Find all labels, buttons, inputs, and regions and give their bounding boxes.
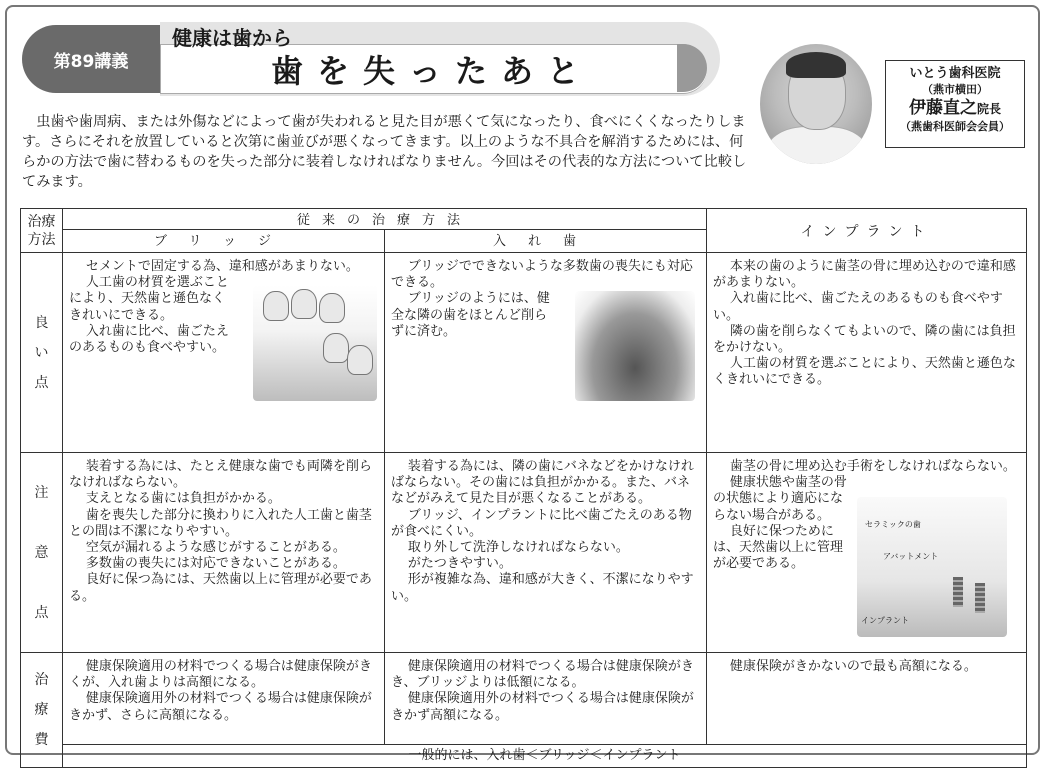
implant-label-ceramic: セラミックの歯 bbox=[865, 520, 921, 529]
cell-text: 隣の歯を削らなくてもよいので、隣の歯には負担をかけない。 bbox=[713, 323, 1016, 356]
cell-text: 良好に保つためには、天然歯以上に管理が必要である。 bbox=[713, 523, 844, 572]
corner-label bbox=[21, 209, 63, 253]
implant-illustration bbox=[857, 497, 1007, 637]
corner-label-2: 方法 bbox=[27, 231, 56, 248]
cell-text: 装着する為には、隣の歯にバネなどをかけなければならない。その歯には負担がかかる。また、バネなどがみえて見た目が悪くなることがある。 bbox=[391, 459, 694, 507]
lecture-number: 第89講義 bbox=[22, 25, 160, 93]
header-bridge: ブリッジ bbox=[63, 230, 385, 253]
cell-text: 歯茎の骨に埋め込む手術をしなければならない。 bbox=[729, 459, 1016, 474]
page-title: 歯を失ったあと bbox=[270, 52, 593, 90]
cell-text: 健康保険適用の材料でつくる場合は健康保険がきき、ブリッジよりは低額になる。 bbox=[391, 659, 694, 691]
implant-label-implant: インプラント bbox=[861, 616, 910, 625]
photo-body bbox=[766, 126, 868, 164]
bridge-tooth bbox=[347, 345, 373, 375]
denture-illustration bbox=[575, 291, 695, 401]
label-char: 治 bbox=[34, 672, 49, 688]
cell-text: ブリッジ、インプラントに比べ歯ごたえのある物が食べにくい。 bbox=[391, 507, 692, 539]
cell-text: 空気が漏れるような感じがすることがある。 bbox=[85, 540, 346, 556]
bridge-tooth bbox=[291, 289, 317, 319]
implant-label-abutment: アバットメント bbox=[883, 552, 939, 561]
cell-text: ブリッジでできないような多数歯の喪失にも対応できる。 bbox=[391, 259, 693, 291]
row-label-caution bbox=[21, 453, 63, 653]
cell-text: 取り外して洗浄しなければならない。 bbox=[407, 540, 629, 556]
implant-screw bbox=[975, 583, 985, 613]
doctor-name-text: 伊藤直之 bbox=[908, 98, 977, 118]
label-char: 療 bbox=[34, 702, 49, 718]
cell-text: 多数歯の喪失には対応できないことがある。 bbox=[85, 556, 346, 572]
cell-text: 歯を喪失した部分に換わりに入れた人工歯と歯茎との間は不潔になりやすい。 bbox=[69, 507, 372, 539]
series-subtitle: 健康は歯から bbox=[172, 26, 292, 50]
denture-good-cell bbox=[385, 253, 707, 453]
cell-text: 健康保険適用の材料でつくる場合は健康保険がきくが、入れ歯よりは高額になる。 bbox=[69, 659, 372, 691]
label-char: 点 bbox=[34, 604, 49, 621]
cell-text: 入れ歯に比べ、歯ごたえのあるものも食べやすい。 bbox=[69, 323, 229, 356]
clinic-name: いとう歯科医院 bbox=[909, 66, 1001, 81]
cell-text: 良好に保つ為には、天然歯以上に管理が必要である。 bbox=[69, 572, 372, 604]
label-char: い bbox=[34, 344, 49, 361]
label-char: 良 bbox=[34, 314, 49, 331]
intro-paragraph: 虫歯や歯周病、または外傷などによって歯が失われると見た目が悪くて気になったり、食べにくくなったりします。さらにそれを放置していると次第に歯並びが悪くなってきます。以上のような不具合を解消するためには、何らかの方法で歯に替わるものを失った部分に装着しなければなりません。今回はその代表的な方法について比較してみます。 bbox=[22, 114, 747, 190]
header-implant: インプラント bbox=[707, 209, 1027, 253]
implant-cost-cell bbox=[707, 653, 1027, 745]
doctor-role: 院長 bbox=[976, 102, 1001, 116]
cell-text: がたつきやすい。 bbox=[407, 556, 512, 572]
corner-label-1: 治療 bbox=[27, 213, 56, 230]
cell-text: 健康保険適用外の材料でつくる場合は健康保険がきかず、さらに高額になる。 bbox=[69, 691, 372, 723]
cell-text: 人工歯の材質を選ぶことにより、天然歯と遜色なくきれいにできる。 bbox=[713, 356, 1016, 388]
cell-text: 本来の歯のように歯茎の骨に埋め込むので違和感があまりない。 bbox=[713, 259, 1016, 291]
bridge-tooth bbox=[263, 291, 289, 321]
label-char: 費 bbox=[34, 732, 49, 748]
label-char: 点 bbox=[34, 374, 49, 391]
bridge-good-cell bbox=[63, 253, 385, 453]
implant-caution-cell bbox=[707, 453, 1027, 653]
bridge-cost-cell bbox=[63, 653, 385, 745]
row-cost bbox=[21, 653, 1027, 745]
cell-text: セメントで固定する為、違和感があまりない。 bbox=[85, 259, 359, 274]
cell-text: 装着する為には、たとえ健康な歯でも両隣を削らなければならない。 bbox=[69, 459, 372, 491]
bridge-tooth bbox=[323, 333, 349, 363]
denture-caution-cell bbox=[385, 453, 707, 653]
implant-screw bbox=[953, 577, 963, 607]
cell-text: 人工歯の材質を選ぶことにより、天然歯と遜色なくきれいにできる。 bbox=[69, 275, 229, 323]
cell-text: 健康保険適用外の材料でつくる場合は健康保険がきかず高額になる。 bbox=[391, 691, 694, 723]
cell-text: 健康状態や歯茎の骨の状態により適応にならない場合がある。 bbox=[713, 475, 847, 523]
doctor-photo bbox=[760, 44, 872, 164]
row-caution-points bbox=[21, 453, 1027, 653]
cell-text: 支えとなる歯には負担がかかる。 bbox=[85, 491, 281, 507]
comparison-table bbox=[20, 208, 1027, 768]
doctor-name bbox=[886, 97, 1024, 120]
bridge-illustration bbox=[253, 285, 377, 401]
row-label-good bbox=[21, 253, 63, 453]
bridge-caution-cell bbox=[63, 453, 385, 653]
photo-hair bbox=[786, 52, 846, 78]
header-denture: 入れ歯 bbox=[385, 230, 707, 253]
conventional-header: 従来の治療方法 bbox=[63, 209, 707, 230]
cell-text: 入れ歯に比べ、歯ごたえのあるものも食べやすい。 bbox=[713, 291, 1003, 323]
implant-good-cell bbox=[707, 253, 1027, 453]
cell-text: 健康保険がきかないので最も高額になる。 bbox=[729, 659, 977, 674]
cost-summary: 一般的には、入れ歯＜ブリッジ＜インプラント bbox=[63, 745, 1027, 768]
clinic-location: （燕市横田） bbox=[922, 83, 988, 96]
doctor-info bbox=[885, 60, 1025, 148]
cell-text: ブリッジのようには、健全な隣の歯をほとんど削らずに済む。 bbox=[391, 291, 550, 339]
bridge-tooth bbox=[319, 293, 345, 323]
denture-cost-cell bbox=[385, 653, 707, 745]
row-label-cost bbox=[21, 653, 63, 768]
label-char: 注 bbox=[34, 484, 49, 501]
row-good-points bbox=[21, 253, 1027, 453]
label-char: 意 bbox=[34, 544, 49, 561]
cell-text: 形が複雑な為、違和感が大きく、不潔になりやすい。 bbox=[391, 572, 694, 604]
doctor-association: （燕歯科医師会会員） bbox=[900, 120, 1010, 133]
